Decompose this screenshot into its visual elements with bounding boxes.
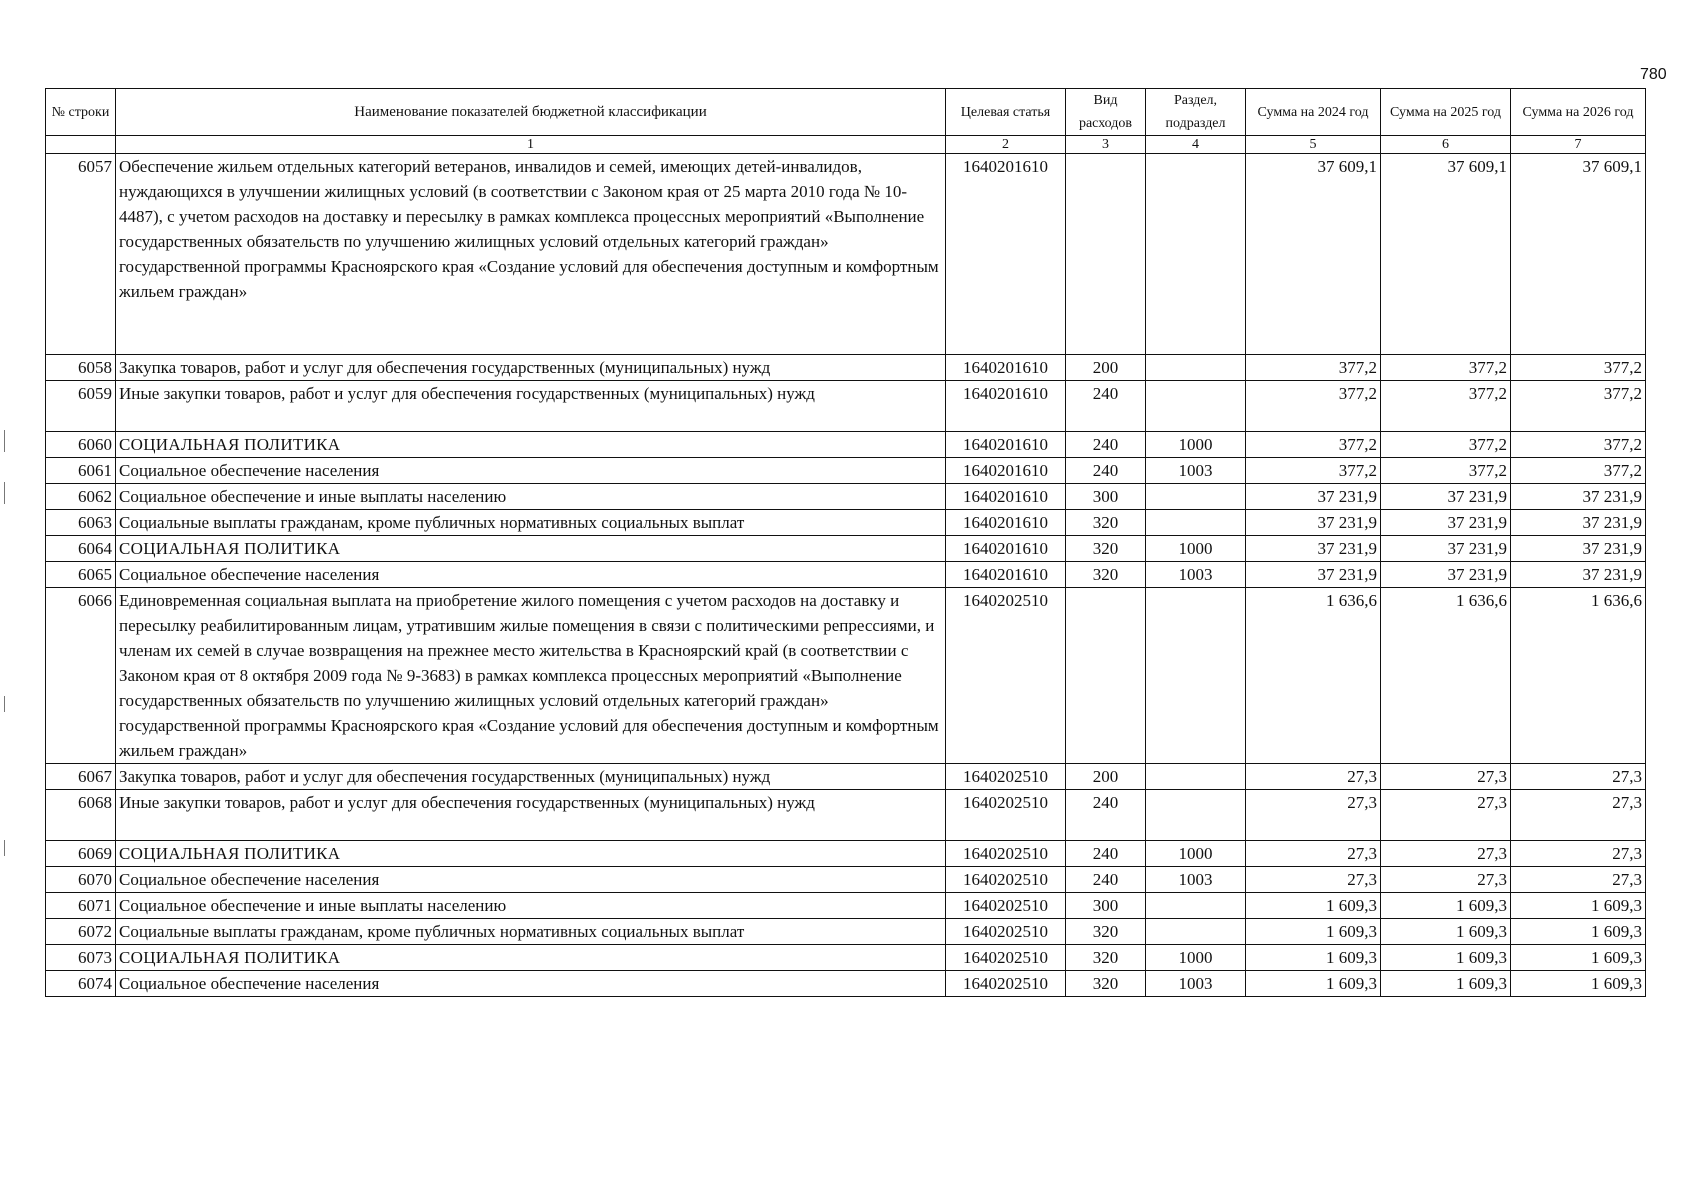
row-number: 6057 bbox=[46, 154, 116, 355]
row-number: 6059 bbox=[46, 381, 116, 432]
table-row bbox=[46, 893, 1646, 919]
table-row bbox=[46, 841, 1646, 867]
row-section bbox=[1146, 893, 1246, 919]
header-sum-2026: Сумма на 2026 год bbox=[1511, 89, 1646, 136]
row-number: 6066 bbox=[46, 588, 116, 764]
row-sum-2025: 377,2 bbox=[1381, 381, 1511, 432]
column-number: 2 bbox=[946, 136, 1066, 154]
row-name: Социальное обеспечение и иные выплаты населению bbox=[116, 484, 946, 510]
scan-mark bbox=[4, 482, 5, 504]
row-target: 1640201610 bbox=[946, 458, 1066, 484]
table-row bbox=[46, 154, 1646, 355]
row-sum-2026: 37 231,9 bbox=[1511, 536, 1646, 562]
row-name: Иные закупки товаров, работ и услуг для обеспечения государственных (муниципальных) нужд bbox=[116, 381, 946, 432]
table-row bbox=[46, 790, 1646, 841]
row-expense-type: 200 bbox=[1066, 764, 1146, 790]
row-section: 1000 bbox=[1146, 432, 1246, 458]
row-sum-2025: 377,2 bbox=[1381, 458, 1511, 484]
table-row bbox=[46, 971, 1646, 997]
row-expense-type: 320 bbox=[1066, 971, 1146, 997]
table-row bbox=[46, 764, 1646, 790]
row-number: 6061 bbox=[46, 458, 116, 484]
row-sum-2026: 1 609,3 bbox=[1511, 919, 1646, 945]
row-name: Закупка товаров, работ и услуг для обеспечения государственных (муниципальных) нужд bbox=[116, 355, 946, 381]
row-section bbox=[1146, 154, 1246, 355]
row-target: 1640202510 bbox=[946, 867, 1066, 893]
row-target: 1640201610 bbox=[946, 432, 1066, 458]
row-number: 6058 bbox=[46, 355, 116, 381]
row-sum-2024: 377,2 bbox=[1246, 458, 1381, 484]
row-target: 1640202510 bbox=[946, 893, 1066, 919]
table-row bbox=[46, 562, 1646, 588]
row-name: Иные закупки товаров, работ и услуг для обеспечения государственных (муниципальных) нужд bbox=[116, 790, 946, 841]
row-number: 6072 bbox=[46, 919, 116, 945]
row-name: СОЦИАЛЬНАЯ ПОЛИТИКА bbox=[116, 536, 946, 562]
row-expense-type: 240 bbox=[1066, 432, 1146, 458]
row-target: 1640201610 bbox=[946, 484, 1066, 510]
row-sum-2025: 377,2 bbox=[1381, 355, 1511, 381]
row-sum-2026: 27,3 bbox=[1511, 867, 1646, 893]
column-number: 4 bbox=[1146, 136, 1246, 154]
row-sum-2025: 37 231,9 bbox=[1381, 562, 1511, 588]
row-name: СОЦИАЛЬНАЯ ПОЛИТИКА bbox=[116, 841, 946, 867]
column-number bbox=[46, 136, 116, 154]
row-target: 1640202510 bbox=[946, 945, 1066, 971]
row-sum-2026: 377,2 bbox=[1511, 432, 1646, 458]
row-sum-2024: 37 609,1 bbox=[1246, 154, 1381, 355]
row-sum-2024: 27,3 bbox=[1246, 790, 1381, 841]
row-target: 1640202510 bbox=[946, 764, 1066, 790]
row-number: 6065 bbox=[46, 562, 116, 588]
table-row bbox=[46, 432, 1646, 458]
row-sum-2024: 1 609,3 bbox=[1246, 893, 1381, 919]
row-section bbox=[1146, 510, 1246, 536]
table-row bbox=[46, 510, 1646, 536]
table-row bbox=[46, 588, 1646, 764]
row-sum-2024: 27,3 bbox=[1246, 841, 1381, 867]
row-sum-2024: 27,3 bbox=[1246, 867, 1381, 893]
row-expense-type: 240 bbox=[1066, 841, 1146, 867]
row-target: 1640201610 bbox=[946, 510, 1066, 536]
column-number: 7 bbox=[1511, 136, 1646, 154]
header-row bbox=[46, 89, 1646, 136]
row-section: 1003 bbox=[1146, 867, 1246, 893]
row-sum-2024: 377,2 bbox=[1246, 355, 1381, 381]
row-number: 6060 bbox=[46, 432, 116, 458]
row-name: Закупка товаров, работ и услуг для обеспечения государственных (муниципальных) нужд bbox=[116, 764, 946, 790]
row-section: 1000 bbox=[1146, 841, 1246, 867]
header-sum-2024: Сумма на 2024 год bbox=[1246, 89, 1381, 136]
row-sum-2024: 377,2 bbox=[1246, 381, 1381, 432]
row-sum-2024: 1 636,6 bbox=[1246, 588, 1381, 764]
header-row-no: № строки bbox=[46, 89, 116, 136]
row-number: 6062 bbox=[46, 484, 116, 510]
column-number: 3 bbox=[1066, 136, 1146, 154]
row-number: 6071 bbox=[46, 893, 116, 919]
row-section: 1003 bbox=[1146, 971, 1246, 997]
row-expense-type bbox=[1066, 154, 1146, 355]
row-target: 1640201610 bbox=[946, 154, 1066, 355]
row-section bbox=[1146, 381, 1246, 432]
column-number: 1 bbox=[116, 136, 946, 154]
budget-table bbox=[45, 88, 1646, 997]
row-expense-type: 320 bbox=[1066, 945, 1146, 971]
row-sum-2025: 27,3 bbox=[1381, 841, 1511, 867]
row-section bbox=[1146, 484, 1246, 510]
row-sum-2025: 37 231,9 bbox=[1381, 536, 1511, 562]
row-number: 6074 bbox=[46, 971, 116, 997]
scan-mark bbox=[4, 840, 5, 856]
scan-mark bbox=[4, 696, 5, 712]
column-number-row bbox=[46, 136, 1646, 154]
row-target: 1640202510 bbox=[946, 841, 1066, 867]
row-target: 1640201610 bbox=[946, 562, 1066, 588]
row-target: 1640202510 bbox=[946, 588, 1066, 764]
row-number: 6063 bbox=[46, 510, 116, 536]
row-sum-2024: 1 609,3 bbox=[1246, 919, 1381, 945]
column-number: 5 bbox=[1246, 136, 1381, 154]
row-sum-2025: 37 231,9 bbox=[1381, 510, 1511, 536]
row-sum-2024: 1 609,3 bbox=[1246, 971, 1381, 997]
row-name: Обеспечение жильем отдельных категорий ветеранов, инвалидов и семей, имеющих детей-инвалидов, нуждающихся в улучшении жилищных условий (в соответствии с Законом края от 25 марта 2010 года № 10-4487), с учетом расходов на доставку и пересылку в рамках комплекса процессных мероприятий «Выполнение государственных обязательств по улучшению жилищных условий отдельных категорий граждан» государственной программы Красноярского края «Создание условий для обеспечения доступным и комфортным жильем граждан» bbox=[116, 154, 946, 355]
row-name: СОЦИАЛЬНАЯ ПОЛИТИКА bbox=[116, 945, 946, 971]
scan-mark bbox=[4, 430, 5, 452]
row-expense-type: 320 bbox=[1066, 510, 1146, 536]
column-number: 6 bbox=[1381, 136, 1511, 154]
row-number: 6073 bbox=[46, 945, 116, 971]
row-sum-2025: 37 609,1 bbox=[1381, 154, 1511, 355]
row-sum-2025: 27,3 bbox=[1381, 867, 1511, 893]
row-sum-2026: 377,2 bbox=[1511, 381, 1646, 432]
table-row bbox=[46, 458, 1646, 484]
row-sum-2026: 27,3 bbox=[1511, 764, 1646, 790]
row-sum-2026: 37 231,9 bbox=[1511, 484, 1646, 510]
row-expense-type: 300 bbox=[1066, 893, 1146, 919]
header-section: Раздел, подраздел bbox=[1146, 89, 1246, 136]
row-sum-2025: 27,3 bbox=[1381, 764, 1511, 790]
row-expense-type: 320 bbox=[1066, 919, 1146, 945]
row-number: 6070 bbox=[46, 867, 116, 893]
row-expense-type: 240 bbox=[1066, 867, 1146, 893]
row-sum-2024: 37 231,9 bbox=[1246, 510, 1381, 536]
row-sum-2024: 377,2 bbox=[1246, 432, 1381, 458]
row-sum-2026: 377,2 bbox=[1511, 355, 1646, 381]
row-name: Социальное обеспечение населения bbox=[116, 562, 946, 588]
row-section bbox=[1146, 919, 1246, 945]
row-sum-2026: 37 609,1 bbox=[1511, 154, 1646, 355]
row-sum-2025: 1 636,6 bbox=[1381, 588, 1511, 764]
table-row bbox=[46, 484, 1646, 510]
table-row bbox=[46, 945, 1646, 971]
row-sum-2026: 1 636,6 bbox=[1511, 588, 1646, 764]
row-name: СОЦИАЛЬНАЯ ПОЛИТИКА bbox=[116, 432, 946, 458]
row-name: Единовременная социальная выплата на приобретение жилого помещения с учетом расходов на доставку и пересылку реабилитированным лицам, утратившим жилые помещения в связи с политическими репрессиями, и членам их семей в случае возвращения на прежнее место жительства в Красноярский край (в соответствии с Законом края от 8 октября 2009 года № 9-3683) в рамках комплекса процессных мероприятий «Выполнение государственных обязательств по улучшению жилищных условий отдельных категорий граждан» государственной программы Красноярского края «Создание условий для обеспечения доступным и комфортным жильем граждан» bbox=[116, 588, 946, 764]
page-number: 780 bbox=[1640, 66, 1667, 83]
row-expense-type bbox=[1066, 588, 1146, 764]
row-sum-2024: 37 231,9 bbox=[1246, 536, 1381, 562]
row-name: Социальное обеспечение населения bbox=[116, 458, 946, 484]
row-sum-2026: 1 609,3 bbox=[1511, 945, 1646, 971]
row-sum-2026: 27,3 bbox=[1511, 841, 1646, 867]
row-target: 1640201610 bbox=[946, 355, 1066, 381]
row-sum-2024: 37 231,9 bbox=[1246, 562, 1381, 588]
row-expense-type: 240 bbox=[1066, 790, 1146, 841]
table-row bbox=[46, 381, 1646, 432]
table-row bbox=[46, 919, 1646, 945]
row-number: 6064 bbox=[46, 536, 116, 562]
row-sum-2024: 37 231,9 bbox=[1246, 484, 1381, 510]
row-section bbox=[1146, 790, 1246, 841]
row-name: Социальные выплаты гражданам, кроме публичных нормативных социальных выплат bbox=[116, 510, 946, 536]
row-number: 6068 bbox=[46, 790, 116, 841]
row-target: 1640202510 bbox=[946, 971, 1066, 997]
row-sum-2025: 27,3 bbox=[1381, 790, 1511, 841]
row-section: 1003 bbox=[1146, 562, 1246, 588]
table-row bbox=[46, 355, 1646, 381]
row-expense-type: 320 bbox=[1066, 536, 1146, 562]
row-target: 1640202510 bbox=[946, 790, 1066, 841]
row-target: 1640201610 bbox=[946, 536, 1066, 562]
row-section: 1000 bbox=[1146, 945, 1246, 971]
row-sum-2026: 27,3 bbox=[1511, 790, 1646, 841]
row-expense-type: 240 bbox=[1066, 381, 1146, 432]
row-section bbox=[1146, 355, 1246, 381]
row-sum-2025: 1 609,3 bbox=[1381, 971, 1511, 997]
row-sum-2025: 1 609,3 bbox=[1381, 893, 1511, 919]
row-sum-2026: 377,2 bbox=[1511, 458, 1646, 484]
row-expense-type: 200 bbox=[1066, 355, 1146, 381]
row-number: 6067 bbox=[46, 764, 116, 790]
row-expense-type: 300 bbox=[1066, 484, 1146, 510]
row-sum-2024: 27,3 bbox=[1246, 764, 1381, 790]
row-number: 6069 bbox=[46, 841, 116, 867]
row-expense-type: 320 bbox=[1066, 562, 1146, 588]
row-name: Социальные выплаты гражданам, кроме публичных нормативных социальных выплат bbox=[116, 919, 946, 945]
row-section bbox=[1146, 764, 1246, 790]
row-target: 1640202510 bbox=[946, 919, 1066, 945]
row-section: 1003 bbox=[1146, 458, 1246, 484]
row-section bbox=[1146, 588, 1246, 764]
row-sum-2025: 377,2 bbox=[1381, 432, 1511, 458]
row-expense-type: 240 bbox=[1066, 458, 1146, 484]
row-sum-2026: 1 609,3 bbox=[1511, 971, 1646, 997]
row-section: 1000 bbox=[1146, 536, 1246, 562]
table-row bbox=[46, 867, 1646, 893]
row-sum-2025: 1 609,3 bbox=[1381, 945, 1511, 971]
row-sum-2025: 37 231,9 bbox=[1381, 484, 1511, 510]
header-target: Целевая статья bbox=[946, 89, 1066, 136]
row-name: Социальное обеспечение населения bbox=[116, 867, 946, 893]
table-row bbox=[46, 536, 1646, 562]
row-name: Социальное обеспечение населения bbox=[116, 971, 946, 997]
row-sum-2024: 1 609,3 bbox=[1246, 945, 1381, 971]
row-sum-2025: 1 609,3 bbox=[1381, 919, 1511, 945]
row-sum-2026: 37 231,9 bbox=[1511, 510, 1646, 536]
header-sum-2025: Сумма на 2025 год bbox=[1381, 89, 1511, 136]
row-target: 1640201610 bbox=[946, 381, 1066, 432]
row-sum-2026: 37 231,9 bbox=[1511, 562, 1646, 588]
row-sum-2026: 1 609,3 bbox=[1511, 893, 1646, 919]
header-name: Наименование показателей бюджетной классификации bbox=[116, 89, 946, 136]
row-name: Социальное обеспечение и иные выплаты населению bbox=[116, 893, 946, 919]
header-expense-type: Вид расходов bbox=[1066, 89, 1146, 136]
